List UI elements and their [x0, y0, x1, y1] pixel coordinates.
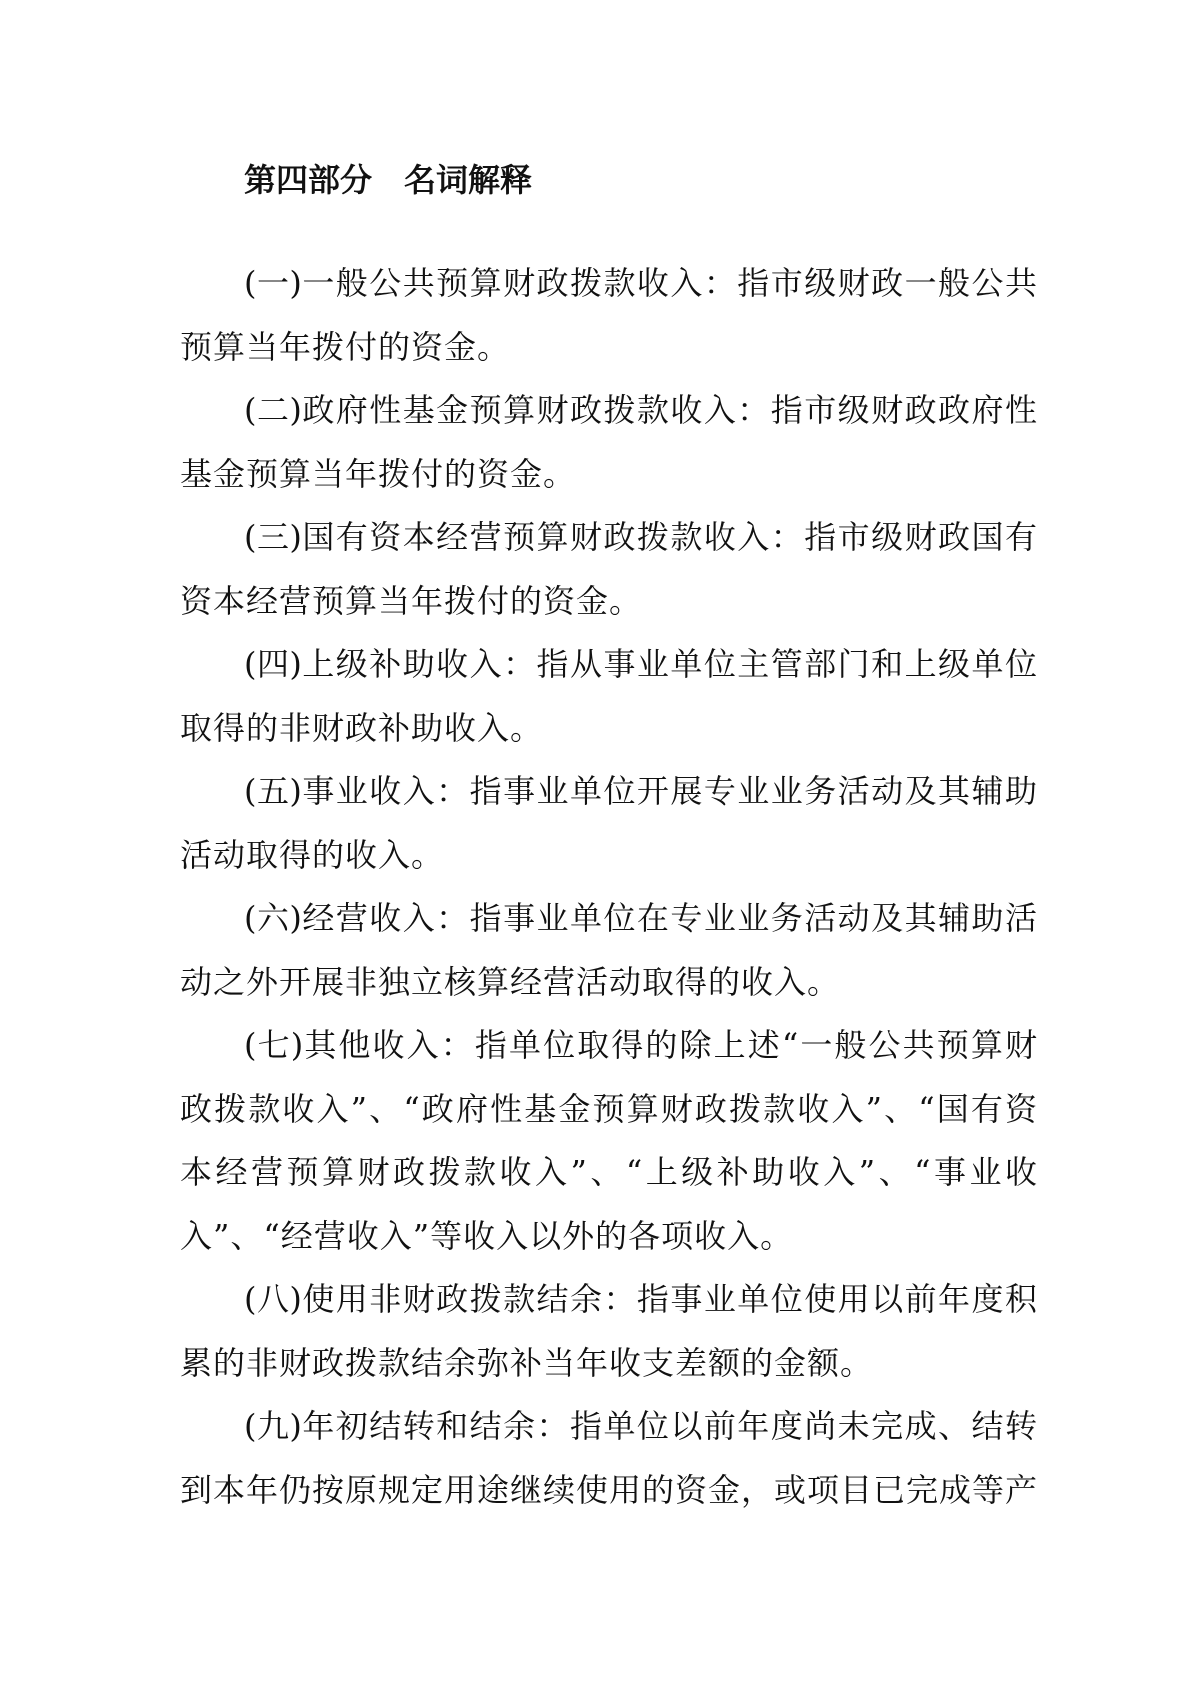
term-paragraph — [180, 1014, 1038, 1268]
term-text: 其他收入：指单位取得的除上述“一般公共预算财政拨款收入”、“政府性基金预算财政拨款收入”、“国有资本经营预算财政拨款收入”、“上级补助收入”、“事业收入”、“经营收入”等收入以外的各项收入。 — [180, 1026, 1038, 1255]
term-paragraph — [180, 887, 1038, 1014]
term-paragraph — [180, 252, 1038, 379]
term-text: 政府性基金预算财政拨款收入：指市级财政政府性基金预算当年拨付的资金。 — [180, 391, 1038, 493]
term-number: (三) — [244, 518, 302, 556]
term-text: 事业收入：指事业单位开展专业业务活动及其辅助活动取得的收入。 — [180, 772, 1038, 874]
term-text: 国有资本经营预算财政拨款收入：指市级财政国有资本经营预算当年拨付的资金。 — [180, 518, 1038, 620]
term-paragraph — [180, 760, 1038, 887]
term-number: (五) — [244, 772, 302, 810]
term-paragraph — [180, 1268, 1038, 1395]
term-text: 使用非财政拨款结余：指事业单位使用以前年度积累的非财政拨款结余弥补当年收支差额的金额。 — [180, 1280, 1038, 1382]
term-text: 一般公共预算财政拨款收入：指市级财政一般公共预算当年拨付的资金。 — [180, 264, 1038, 366]
term-number: (一) — [244, 264, 302, 302]
term-text: 经营收入：指事业单位在专业业务活动及其辅助活动之外开展非独立核算经营活动取得的收入。 — [180, 899, 1038, 1001]
term-number: (二) — [244, 391, 302, 429]
term-paragraph — [180, 633, 1038, 760]
term-paragraph — [180, 379, 1038, 506]
term-number: (六) — [244, 899, 302, 937]
term-number: (七) — [244, 1026, 304, 1064]
term-number: (九) — [244, 1407, 302, 1445]
term-number: (八) — [244, 1280, 302, 1318]
term-text: 上级补助收入：指从事业单位主管部门和上级单位取得的非财政补助收入。 — [180, 645, 1038, 747]
term-number: (四) — [244, 645, 302, 683]
term-text: 年初结转和结余：指单位以前年度尚未完成、结转到本年仍按原规定用途继续使用的资金，或项目已完成等产 — [180, 1407, 1039, 1509]
term-paragraph — [180, 1395, 1038, 1522]
section-title: 第四部分 名词解释 — [244, 161, 533, 199]
terms-list — [180, 252, 1038, 1522]
term-paragraph — [180, 506, 1038, 633]
